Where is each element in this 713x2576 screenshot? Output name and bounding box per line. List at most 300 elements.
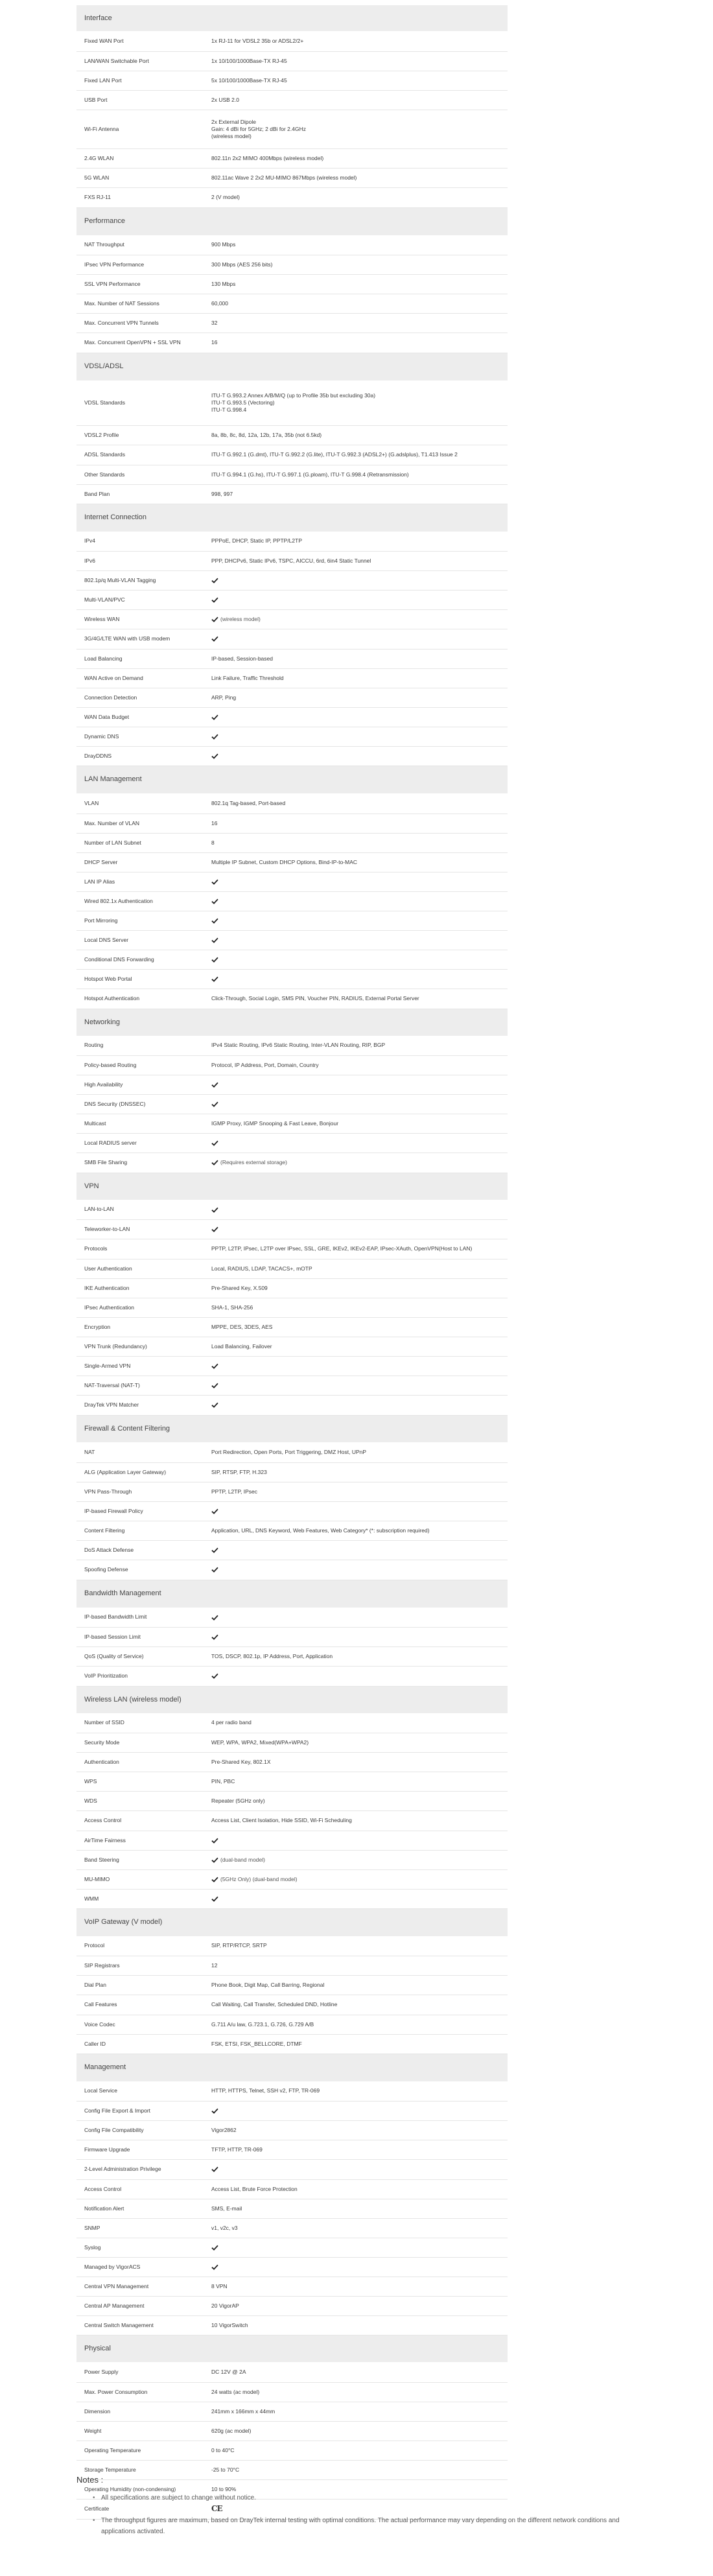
spec-row (76, 1713, 508, 1733)
spec-value: Local, RADIUS, LDAP, TACACS+, mOTP (206, 1259, 508, 1278)
spec-value: 802.11n 2x2 MIMO 400Mbps (wireless model) (206, 148, 508, 168)
checkmark-icon (211, 1838, 218, 1844)
spec-label: FXS RJ-11 (76, 187, 206, 207)
checkmark-icon (211, 1207, 218, 1213)
spec-label: 2-Level Administration Privilege (76, 2159, 206, 2179)
spec-label: 802.1p/q Multi-VLAN Tagging (76, 570, 206, 590)
spec-label: Hotspot Web Portal (76, 969, 206, 989)
spec-value (206, 1501, 508, 1521)
spec-value (206, 570, 508, 590)
spec-row (76, 793, 508, 814)
spec-label: Wired 802.1x Authentication (76, 891, 206, 911)
checkmark-icon (211, 1567, 218, 1573)
checkmark-icon (211, 918, 218, 924)
spec-row (76, 833, 508, 852)
spec-label: Conditional DNS Forwarding (76, 950, 206, 969)
spec-label: USB Port (76, 90, 206, 110)
checkmark-icon (211, 734, 218, 740)
spec-row (76, 2081, 508, 2101)
spec-value (206, 930, 508, 950)
spec-label: User Authentication (76, 1259, 206, 1278)
spec-value (206, 590, 508, 609)
spec-row (76, 2382, 508, 2402)
spec-value: DC 12V @ 2A (206, 2362, 508, 2382)
ce-mark-icon: CE (211, 2503, 222, 2513)
spec-row (76, 727, 508, 746)
spec-label: WAN Active on Demand (76, 668, 206, 688)
spec-note: (dual-band model) (220, 1856, 265, 1863)
spec-row (76, 1298, 508, 1317)
spec-row (76, 1036, 508, 1055)
spec-label: Policy-based Routing (76, 1055, 206, 1075)
section-header (76, 766, 508, 793)
spec-label: Central VPN Management (76, 2277, 206, 2296)
spec-row (76, 255, 508, 274)
section-header (76, 504, 508, 532)
spec-label: ALG (Application Layer Gateway) (76, 1462, 206, 1482)
spec-label: DoS Attack Defense (76, 1540, 206, 1560)
spec-row (76, 2218, 508, 2238)
spec-value (206, 1627, 508, 1646)
spec-row (76, 570, 508, 590)
spec-label: Local Service (76, 2081, 206, 2101)
spec-row (76, 425, 508, 445)
spec-row (76, 1850, 508, 1869)
spec-value: ITU-T G.992.1 (G.dmt), ITU-T G.992.2 (G.lite), ITU-T G.992.3 (ADSL2+) (G.adslplus), T1.413 Issue 2 (206, 445, 508, 465)
spec-row (76, 911, 508, 930)
spec-row (76, 2257, 508, 2277)
spec-value (206, 1094, 508, 1114)
spec-label: Config File Compatibility (76, 2120, 206, 2140)
checkmark-icon (211, 714, 218, 720)
spec-value: PPP, DHCPv6, Static IPv6, TSPC, AICCU, 6rd, 6in4 Static Tunnel (206, 551, 508, 570)
spec-row (76, 891, 508, 911)
spec-label: Number of LAN Subnet (76, 833, 206, 852)
section-title: Bandwidth Management (76, 1580, 508, 1608)
spec-label: IPv4 (76, 532, 206, 551)
spec-row (76, 2238, 508, 2257)
spec-value: Multiple IP Subnet, Custom DHCP Options, Bind-IP-to-MAC (206, 852, 508, 872)
spec-label: Dimension (76, 2402, 206, 2421)
checkmark-icon (211, 1857, 218, 1863)
spec-row (76, 1278, 508, 1298)
spec-row (76, 71, 508, 90)
spec-value: 0 to 40°C (206, 2441, 508, 2460)
spec-label: AirTime Fairness (76, 1831, 206, 1850)
spec-label: Syslog (76, 2238, 206, 2257)
spec-value: 130 Mbps (206, 274, 508, 294)
spec-label: LAN/WAN Switchable Port (76, 51, 206, 71)
spec-label: Hotspot Authentication (76, 989, 206, 1009)
spec-value: Link Failure, Traffic Threshold (206, 668, 508, 688)
checkmark-icon (211, 1896, 218, 1902)
spec-value (206, 1560, 508, 1580)
spec-row (76, 668, 508, 688)
spec-value: PIN, PBC (206, 1772, 508, 1791)
checkmark-icon (211, 597, 218, 603)
spec-label: Band Plan (76, 484, 206, 504)
spec-value: 4 per radio band (206, 1713, 508, 1733)
checkmark-icon (211, 2245, 218, 2251)
checkmark-icon (211, 636, 218, 642)
spec-row (76, 1791, 508, 1810)
spec-value: 8 VPN (206, 2277, 508, 2296)
checkmark-icon (211, 1363, 218, 1369)
spec-value: 24 watts (ac model) (206, 2382, 508, 2402)
spec-label: Max. Power Consumption (76, 2382, 206, 2402)
spec-row (76, 852, 508, 872)
spec-label: Protocol (76, 1936, 206, 1956)
spec-label: WAN Data Budget (76, 707, 206, 727)
spec-label: IKE Authentication (76, 1278, 206, 1298)
section-title: Management (76, 2054, 508, 2081)
spec-value: Access List, Brute Force Protection (206, 2179, 508, 2199)
spec-value (206, 891, 508, 911)
section-title: VDSL/ADSL (76, 353, 508, 381)
spec-label: Operating Humidity (non-condensing) (76, 2479, 206, 2499)
checkmark-icon (211, 1877, 218, 1882)
spec-row (76, 274, 508, 294)
spec-row (76, 187, 508, 207)
spec-label: Config File Export & Import (76, 2101, 206, 2120)
checkmark-icon (211, 976, 218, 982)
spec-value (206, 1869, 508, 1889)
section-header (76, 1009, 508, 1036)
spec-row (76, 1337, 508, 1356)
spec-value: 900 Mbps (206, 235, 508, 255)
checkmark-icon (211, 753, 218, 759)
checkmark-icon (211, 1547, 218, 1553)
spec-value: 241mm x 166mm x 44mm (206, 2402, 508, 2421)
spec-value: Vigor2862 (206, 2120, 508, 2140)
spec-label: WPS (76, 1772, 206, 1791)
checkmark-icon (211, 1615, 218, 1621)
note-item: • The throughput figures are maximum, based on DrayTek internal testing with optimal conditions. The actual performance may vary depending on the different network conditions and applications activated. (101, 2515, 647, 2537)
spec-value (206, 1540, 508, 1560)
spec-label: SMB File Sharing (76, 1153, 206, 1173)
spec-row (76, 930, 508, 950)
spec-row (76, 1666, 508, 1686)
spec-row (76, 1442, 508, 1462)
spec-value (206, 2101, 508, 2120)
spec-value (206, 1889, 508, 1908)
spec-label: Access Control (76, 2179, 206, 2199)
spec-row (76, 532, 508, 551)
spec-value: 8 (206, 833, 508, 852)
spec-label: SSL VPN Performance (76, 274, 206, 294)
spec-value: IGMP Proxy, IGMP Snooping & Fast Leave, Bonjour (206, 1114, 508, 1133)
spec-row (76, 1200, 508, 1219)
spec-row (76, 609, 508, 629)
spec-row (76, 1219, 508, 1239)
spec-label: SIP Registrars (76, 1956, 206, 1975)
spec-row (76, 2402, 508, 2421)
spec-label: Spoofing Defense (76, 1560, 206, 1580)
spec-row (76, 551, 508, 570)
spec-value: 802.11ac Wave 2 2x2 MU-MIMO 867Mbps (wireless model) (206, 168, 508, 187)
spec-row (76, 2199, 508, 2218)
spec-row (76, 1608, 508, 1627)
spec-label: Fixed WAN Port (76, 31, 206, 51)
spec-label: Single-Armed VPN (76, 1356, 206, 1376)
spec-value: 20 VigorAP (206, 2296, 508, 2315)
checkmark-icon (211, 1402, 218, 1408)
checkmark-icon (211, 1508, 218, 1514)
spec-label: Encryption (76, 1317, 206, 1337)
checkmark-icon (211, 957, 218, 963)
spec-label: Band Steering (76, 1850, 206, 1869)
spec-row (76, 2101, 508, 2120)
spec-value: 802.1q Tag-based, Port-based (206, 793, 508, 814)
spec-row (76, 1055, 508, 1075)
spec-row (76, 1995, 508, 2015)
spec-label: Notification Alert (76, 2199, 206, 2218)
spec-row (76, 1752, 508, 1772)
spec-row (76, 1317, 508, 1337)
section-header (76, 353, 508, 381)
spec-value: 16 (206, 814, 508, 833)
spec-value (206, 969, 508, 989)
spec-label: Max. Concurrent VPN Tunnels (76, 313, 206, 333)
spec-row (76, 168, 508, 187)
spec-label: Caller ID (76, 2034, 206, 2054)
spec-row (76, 1094, 508, 1114)
spec-value: TOS, DSCP, 802.1p, IP Address, Port, Application (206, 1646, 508, 1666)
spec-value: Call Waiting, Call Transfer, Scheduled DND, Hotline (206, 1995, 508, 2015)
spec-label: LAN-to-LAN (76, 1200, 206, 1219)
spec-value: 2x External Dipole Gain: 4 dBi for 5GHz; 2 dBi for 2.4GHz (wireless model) (206, 110, 508, 148)
section-header (76, 2054, 508, 2081)
section-title: Interface (76, 5, 508, 31)
spec-value: 10 to 90% (206, 2479, 508, 2499)
spec-row (76, 2015, 508, 2034)
spec-row (76, 1627, 508, 1646)
spec-value: ITU-T G.994.1 (G.hs), ITU-T G.997.1 (G.ploam), ITU-T G.998.4 (Retransmission) (206, 465, 508, 484)
spec-value (206, 1356, 508, 1376)
section-header (76, 1415, 508, 1442)
spec-row (76, 294, 508, 313)
spec-value: Repeater (5GHz only) (206, 1791, 508, 1810)
section-header (76, 1580, 508, 1608)
checkmark-icon (211, 1634, 218, 1640)
notes-title: Notes : (76, 2475, 104, 2485)
spec-label: Dial Plan (76, 1975, 206, 1995)
spec-value: 1x 10/100/1000Base-TX RJ-45 (206, 51, 508, 71)
spec-row (76, 148, 508, 168)
spec-label: QoS (Quality of Service) (76, 1646, 206, 1666)
spec-label: Call Features (76, 1995, 206, 2015)
spec-label: VLAN (76, 793, 206, 814)
spec-row (76, 2277, 508, 2296)
section-header (76, 1908, 508, 1936)
spec-value (206, 1850, 508, 1869)
spec-value: 2x USB 2.0 (206, 90, 508, 110)
spec-label: Other Standards (76, 465, 206, 484)
spec-value (206, 872, 508, 891)
spec-row (76, 1540, 508, 1560)
spec-value: 60,000 (206, 294, 508, 313)
spec-value: HTTP, HTTPS, Telnet, SSH v2, FTP, TR-069 (206, 2081, 508, 2101)
spec-label: IP-based Firewall Policy (76, 1501, 206, 1521)
spec-row (76, 1259, 508, 1278)
spec-label: Security Mode (76, 1733, 206, 1752)
spec-value (206, 1200, 508, 1219)
spec-table (76, 5, 508, 2520)
spec-label: Storage Temperature (76, 2460, 206, 2479)
spec-value (206, 707, 508, 727)
spec-row (76, 1133, 508, 1153)
spec-label: 3G/4G/LTE WAN with USB modem (76, 629, 206, 649)
spec-value: G.711 A/u law, G.723.1, G.726, G.729 A/B (206, 2015, 508, 2034)
spec-row (76, 51, 508, 71)
spec-label: IPsec Authentication (76, 1298, 206, 1317)
checkmark-icon (211, 2264, 218, 2270)
spec-label: High Availability (76, 1075, 206, 1094)
spec-row (76, 688, 508, 707)
checkmark-icon (211, 1673, 218, 1679)
checkmark-icon (211, 879, 218, 885)
spec-label: Power Supply (76, 2362, 206, 2382)
spec-value: Protocol, IP Address, Port, Domain, Country (206, 1055, 508, 1075)
section-title: VoIP Gateway (V model) (76, 1908, 508, 1936)
checkmark-icon (211, 1383, 218, 1388)
spec-value (206, 727, 508, 746)
spec-label: Local DNS Server (76, 930, 206, 950)
spec-label: Port Mirroring (76, 911, 206, 930)
spec-row (76, 2296, 508, 2315)
spec-label: VoIP Prioritization (76, 1666, 206, 1686)
checkmark-icon (211, 1226, 218, 1232)
spec-label: Central AP Management (76, 2296, 206, 2315)
spec-row (76, 1733, 508, 1752)
spec-row (76, 649, 508, 668)
spec-label: Routing (76, 1036, 206, 1055)
checkmark-icon (211, 1101, 218, 1107)
spec-row (76, 872, 508, 891)
spec-value: IP-based, Session-based (206, 649, 508, 668)
spec-label: DrayTek VPN Matcher (76, 1395, 206, 1415)
spec-label: SNMP (76, 2218, 206, 2238)
spec-value: 16 (206, 333, 508, 353)
spec-value (206, 2257, 508, 2277)
spec-value (206, 629, 508, 649)
spec-label: Multi-VLAN/PVC (76, 590, 206, 609)
section-header (76, 5, 508, 31)
spec-value: MPPE, DES, 3DES, AES (206, 1317, 508, 1337)
spec-row (76, 1153, 508, 1173)
spec-label: 2.4G WLAN (76, 148, 206, 168)
spec-label: VPN Pass-Through (76, 1482, 206, 1501)
section-title: Performance (76, 207, 508, 235)
spec-row (76, 1936, 508, 1956)
spec-value: WEP, WPA, WPA2, Mixed(WPA+WPA2) (206, 1733, 508, 1752)
spec-value: -25 to 70°C (206, 2460, 508, 2479)
spec-row (76, 1772, 508, 1791)
spec-value: SIP, RTSP, FTP, H.323 (206, 1462, 508, 1482)
spec-row (76, 1356, 508, 1376)
spec-value (206, 1376, 508, 1395)
spec-value: 620g (ac model) (206, 2421, 508, 2441)
spec-label: Wi-Fi Antenna (76, 110, 206, 148)
spec-value (206, 746, 508, 766)
spec-label: NAT-Traversal (NAT-T) (76, 1376, 206, 1395)
spec-row (76, 2441, 508, 2460)
spec-value: FSK, ETSI, FSK_BELLCORE, DTMF (206, 2034, 508, 2054)
spec-row (76, 814, 508, 833)
spec-value: 300 Mbps (AES 256 bits) (206, 255, 508, 274)
spec-value: 2 (V model) (206, 187, 508, 207)
spec-row (76, 2362, 508, 2382)
spec-label: Authentication (76, 1752, 206, 1772)
checkmark-icon (211, 898, 218, 904)
section-header (76, 2335, 508, 2362)
spec-value (206, 1831, 508, 1850)
checkmark-icon (211, 578, 218, 583)
notes-list (76, 2492, 647, 2537)
spec-row (76, 313, 508, 333)
spec-row (76, 2120, 508, 2140)
spec-value: SMS, E-mail (206, 2199, 508, 2218)
spec-row (76, 1482, 508, 1501)
spec-value (206, 1608, 508, 1627)
spec-value: v1, v2c, v3 (206, 2218, 508, 2238)
spec-row (76, 445, 508, 465)
checkmark-icon (211, 937, 218, 943)
spec-value: 8a, 8b, 8c, 8d, 12a, 12b, 17a, 35b (not 6.5kd) (206, 425, 508, 445)
spec-value: Click-Through, Social Login, SMS PIN, Voucher PIN, RADIUS, External Portal Server (206, 989, 508, 1009)
spec-label: Max. Concurrent OpenVPN + SSL VPN (76, 333, 206, 353)
section-title: Firewall & Content Filtering (76, 1415, 508, 1442)
note-item: • All specifications are subject to change without notice. (101, 2492, 647, 2503)
spec-value (206, 1133, 508, 1153)
spec-row (76, 2140, 508, 2159)
spec-row (76, 2034, 508, 2054)
spec-value: IPv4 Static Routing, IPv6 Static Routing, Inter-VLAN Routing, RIP, BGP (206, 1036, 508, 1055)
spec-label: 5G WLAN (76, 168, 206, 187)
spec-row (76, 989, 508, 1009)
spec-label: Managed by VigorACS (76, 2257, 206, 2277)
spec-value: PPPoE, DHCP, Static IP, PPTP/L2TP (206, 532, 508, 551)
spec-value: Phone Book, Digit Map, Call Barring, Regional (206, 1975, 508, 1995)
spec-label: IPv6 (76, 551, 206, 570)
spec-row (76, 969, 508, 989)
spec-row (76, 1376, 508, 1395)
spec-value (206, 1395, 508, 1415)
spec-label: Voice Codec (76, 2015, 206, 2034)
section-title: Internet Connection (76, 504, 508, 532)
section-header (76, 207, 508, 235)
spec-row (76, 1521, 508, 1540)
spec-value: Pre-Shared Key, X.509 (206, 1278, 508, 1298)
spec-row (76, 1810, 508, 1831)
spec-value (206, 1219, 508, 1239)
spec-label: VPN Trunk (Redundancy) (76, 1337, 206, 1356)
spec-row (76, 1462, 508, 1482)
spec-row (76, 1956, 508, 1975)
spec-label: Central Switch Management (76, 2315, 206, 2335)
spec-label: Firmware Upgrade (76, 2140, 206, 2159)
notes (76, 2475, 647, 2549)
spec-label: Content Filtering (76, 1521, 206, 1540)
spec-note: (wireless model) (220, 615, 261, 622)
spec-value: TFTP, HTTP, TR-069 (206, 2140, 508, 2159)
spec-row (76, 31, 508, 51)
checkmark-icon (211, 1160, 218, 1165)
spec-value (206, 1075, 508, 1094)
spec-value: 32 (206, 313, 508, 333)
spec-label: Local RADIUS server (76, 1133, 206, 1153)
spec-label: IP-based Bandwidth Limit (76, 1608, 206, 1627)
